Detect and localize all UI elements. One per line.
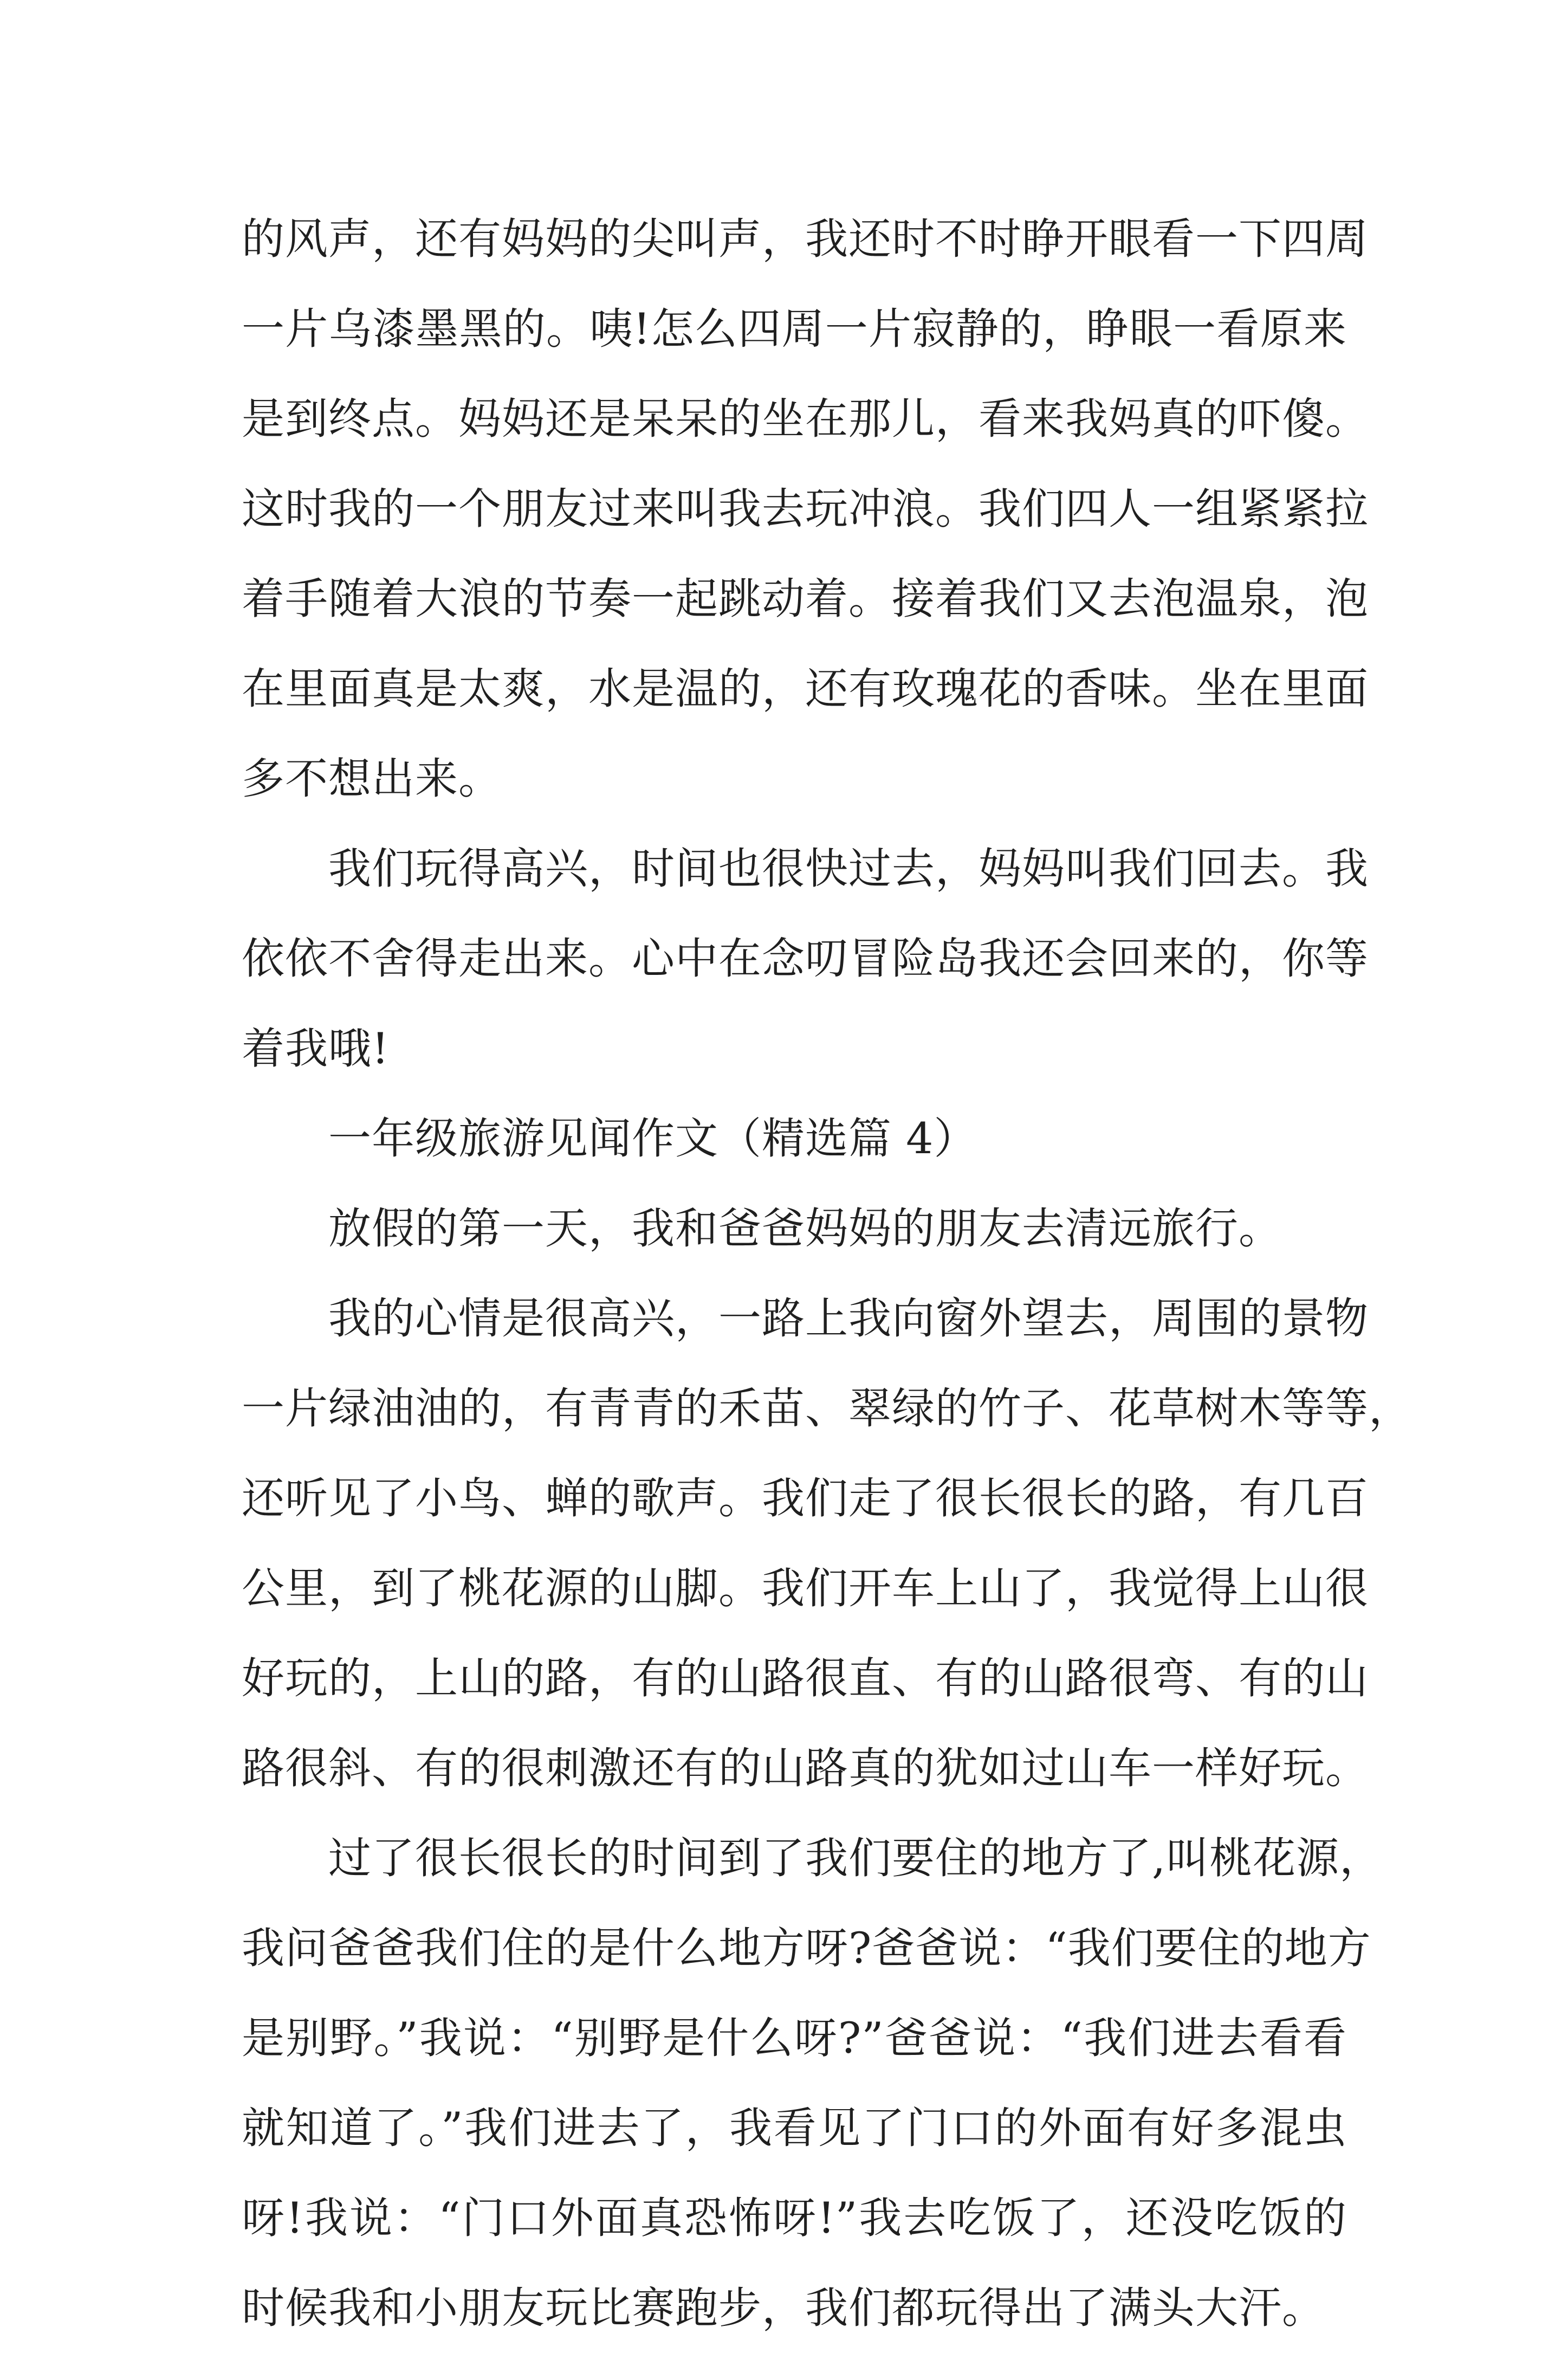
text-line: 还听见了小鸟、蝉的歌声。我们走了很长很长的路，有几百 <box>242 1473 1369 1523</box>
text-line: 着我哦! <box>242 1024 390 1074</box>
text-line: 一片绿油油的，有青青的禾苗、翠绿的竹子、花草树木等等， <box>242 1384 1412 1433</box>
text-line: 多不想出来。 <box>242 754 502 804</box>
text-line: 是别野。”我说：“别野是什么呀?”爸爸说：“我们进去看看 <box>242 2013 1347 2063</box>
text-line: 一片乌漆墨黑的。咦!怎么四周一片寂静的，睁眼一看原来 <box>242 304 1347 354</box>
text-line: 路很斜、有的很刺激还有的山路真的犹如过山车一样好玩。 <box>242 1743 1369 1793</box>
paragraph-first-line: 过了很长很长的时间到了我们要住的地方了,叫桃花源， <box>328 1833 1383 1883</box>
text-line: 时候我和小朋友玩比赛跑步，我们都玩得出了满头大汗。 <box>242 2283 1325 2333</box>
section-heading: 一年级旅游见闻作文（精选篇 4） <box>328 1114 977 1163</box>
text-line: 是到终点。妈妈还是呆呆的坐在那儿，看来我妈真的吓傻。 <box>242 394 1369 444</box>
text-line: 公里，到了桃花源的山脚。我们开车上山了，我觉得上山很 <box>242 1563 1369 1613</box>
text-line: 我问爸爸我们住的是什么地方呀?爸爸说：“我们要住的地方 <box>242 1923 1371 1973</box>
paragraph-first-line: 我们玩得高兴，时间也很快过去，妈妈叫我们回去。我 <box>328 844 1369 894</box>
text-line: 的风声，还有妈妈的尖叫声，我还时不时睁开眼看一下四周 <box>242 214 1369 264</box>
paragraph-first-line: 我的心情是很高兴，一路上我向窗外望去，周围的景物 <box>328 1294 1369 1343</box>
paragraph-first-line: 放假的第一天，我和爸爸妈妈的朋友去清远旅行。 <box>328 1204 1282 1253</box>
text-line: 就知道了。”我们进去了，我看见了门口的外面有好多混虫 <box>242 2103 1347 2153</box>
text-line: 依依不舍得走出来。心中在念叨冒险岛我还会回来的，你等 <box>242 934 1369 984</box>
text-line: 在里面真是太爽，水是温的，还有玫瑰花的香味。坐在里面 <box>242 664 1369 714</box>
document-body <box>242 194 1412 2353</box>
text-line: 好玩的，上山的路，有的山路很直、有的山路很弯、有的山 <box>242 1653 1369 1703</box>
text-line: 呀!我说：“门口外面真恐怖呀!”我去吃饭了，还没吃饭的 <box>242 2193 1347 2243</box>
text-line: 着手随着大浪的节奏一起跳动着。接着我们又去泡温泉，泡 <box>242 574 1369 624</box>
text-line: 这时我的一个朋友过来叫我去玩冲浪。我们四人一组紧紧拉 <box>242 484 1369 534</box>
